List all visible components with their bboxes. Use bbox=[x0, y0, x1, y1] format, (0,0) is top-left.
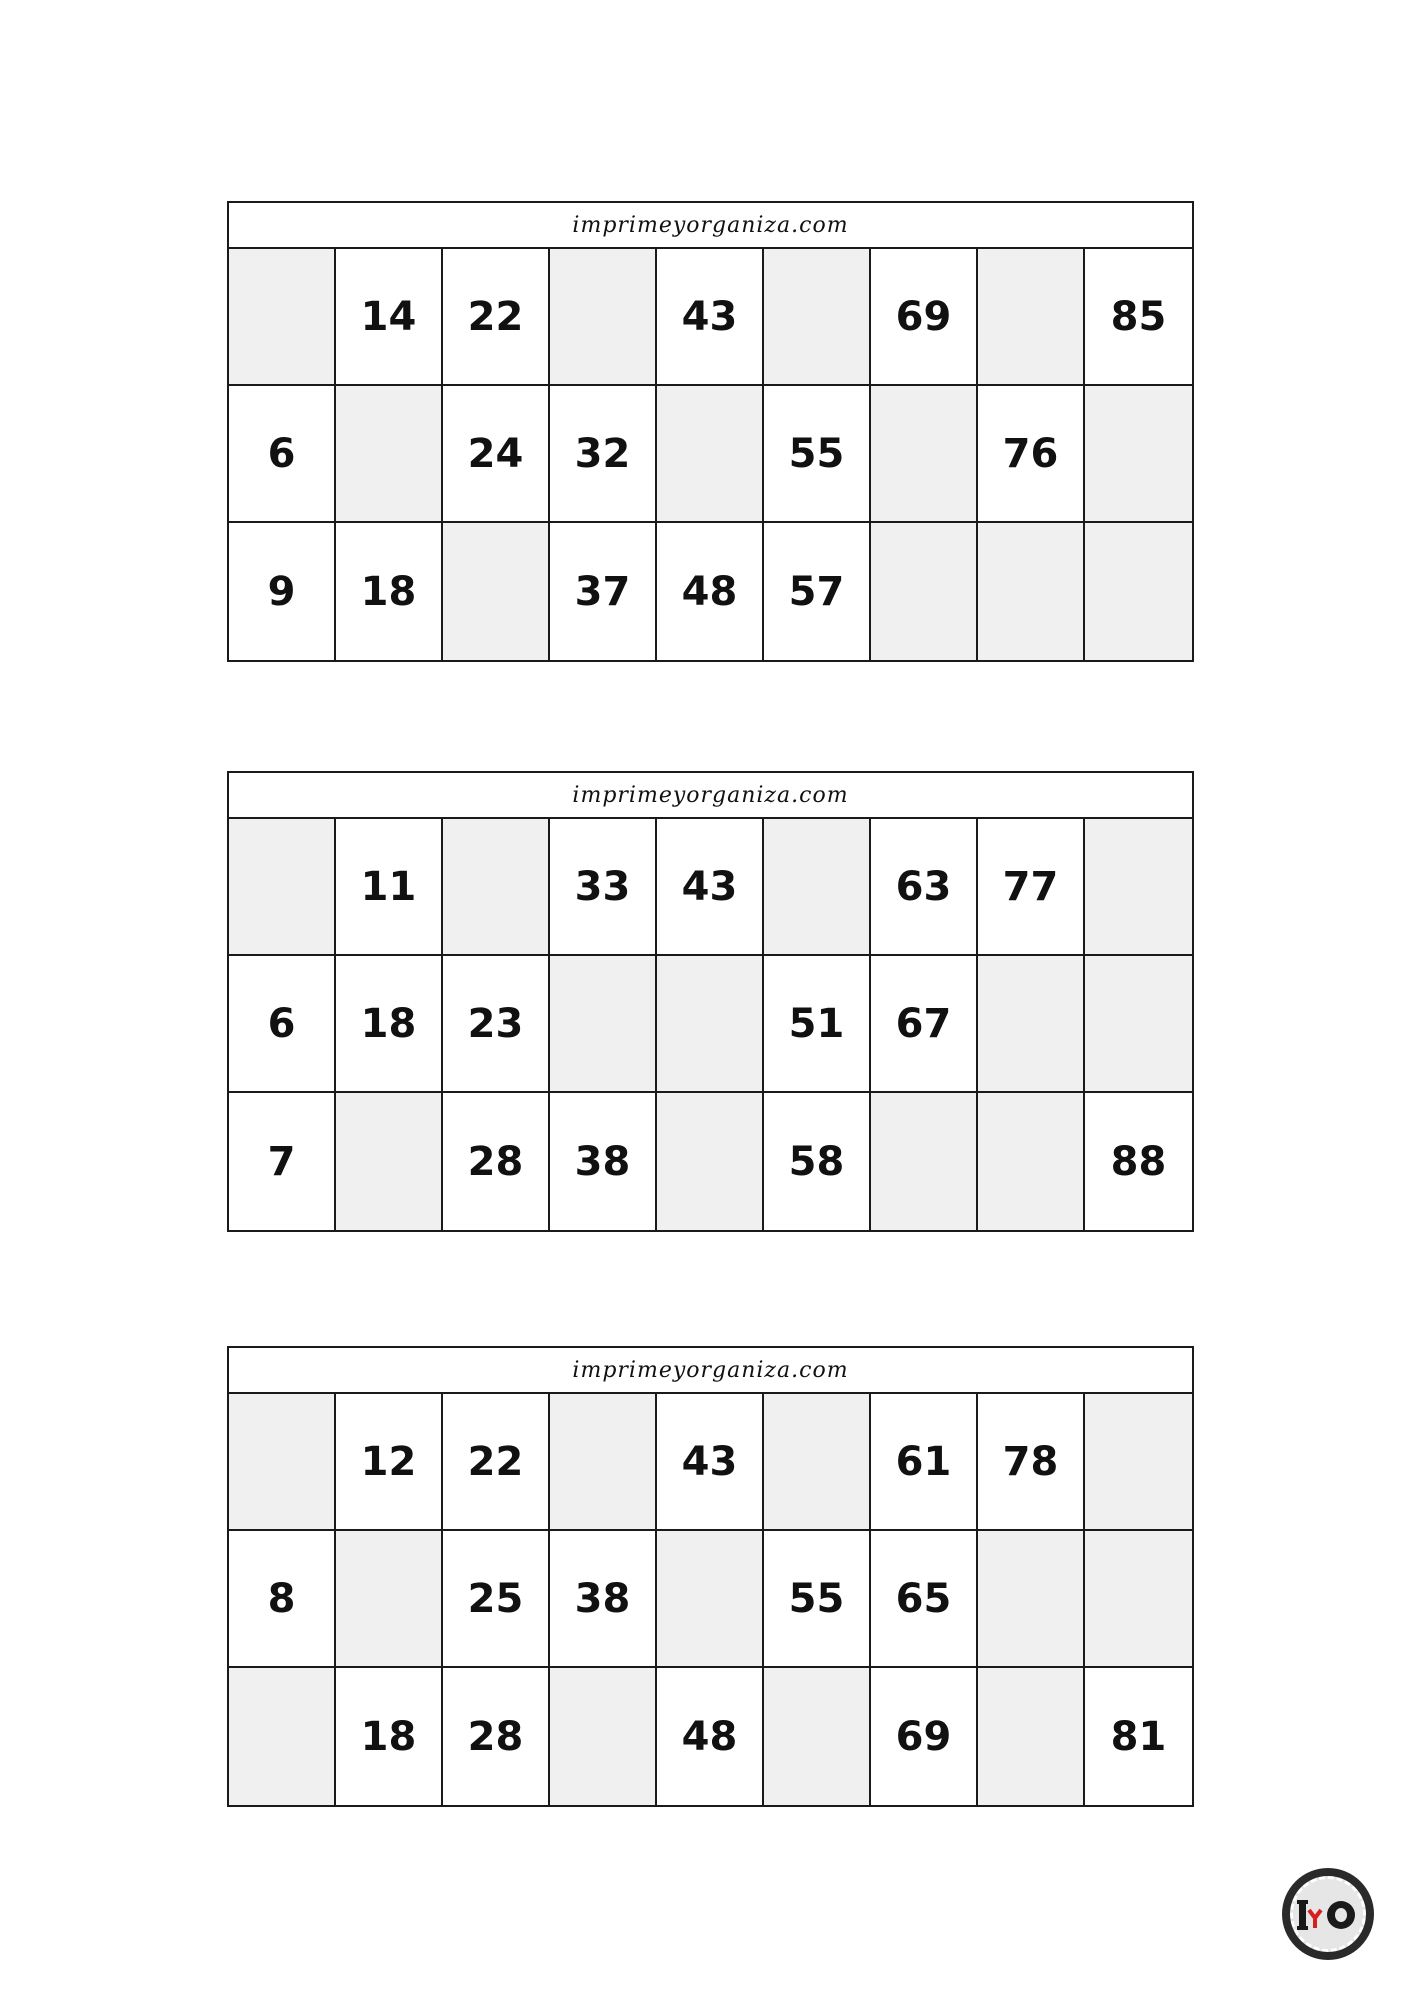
card-grid bbox=[229, 819, 1192, 1230]
number-cell: 85 bbox=[1085, 249, 1192, 386]
empty-cell bbox=[229, 819, 336, 956]
empty-cell bbox=[1085, 956, 1192, 1093]
number-cell: 43 bbox=[657, 1394, 764, 1531]
number-cell: 12 bbox=[336, 1394, 443, 1531]
empty-cell bbox=[336, 1093, 443, 1230]
number-cell: 6 bbox=[229, 956, 336, 1093]
empty-cell bbox=[871, 1093, 978, 1230]
number-cell: 77 bbox=[978, 819, 1085, 956]
empty-cell bbox=[229, 1394, 336, 1531]
card-header-website: imprimeyorganiza.com bbox=[229, 1348, 1192, 1394]
empty-cell bbox=[764, 1394, 871, 1531]
number-cell: 18 bbox=[336, 523, 443, 660]
empty-cell bbox=[229, 249, 336, 386]
number-cell: 48 bbox=[657, 523, 764, 660]
number-cell: 51 bbox=[764, 956, 871, 1093]
number-cell: 22 bbox=[443, 1394, 550, 1531]
number-cell: 38 bbox=[550, 1093, 657, 1230]
number-cell: 28 bbox=[443, 1668, 550, 1805]
empty-cell bbox=[1085, 1394, 1192, 1531]
empty-cell bbox=[1085, 1531, 1192, 1668]
number-cell: 32 bbox=[550, 386, 657, 523]
empty-cell bbox=[657, 1531, 764, 1668]
empty-cell bbox=[336, 1531, 443, 1668]
number-cell: 76 bbox=[978, 386, 1085, 523]
empty-cell bbox=[978, 1093, 1085, 1230]
empty-cell bbox=[550, 1394, 657, 1531]
number-cell: 78 bbox=[978, 1394, 1085, 1531]
number-cell: 48 bbox=[657, 1668, 764, 1805]
card-grid bbox=[229, 249, 1192, 660]
number-cell: 88 bbox=[1085, 1093, 1192, 1230]
empty-cell bbox=[1085, 386, 1192, 523]
empty-cell bbox=[978, 956, 1085, 1093]
empty-cell bbox=[978, 1668, 1085, 1805]
bingo-card-2 bbox=[227, 771, 1194, 1232]
number-cell: 69 bbox=[871, 249, 978, 386]
empty-cell bbox=[550, 1668, 657, 1805]
bingo-card-1 bbox=[227, 201, 1194, 662]
card-header-website: imprimeyorganiza.com bbox=[229, 203, 1192, 249]
iyo-logo bbox=[1282, 1868, 1374, 1960]
number-cell: 61 bbox=[871, 1394, 978, 1531]
number-cell: 28 bbox=[443, 1093, 550, 1230]
number-cell: 23 bbox=[443, 956, 550, 1093]
number-cell: 43 bbox=[657, 819, 764, 956]
empty-cell bbox=[871, 523, 978, 660]
number-cell: 67 bbox=[871, 956, 978, 1093]
bingo-card-3 bbox=[227, 1346, 1194, 1807]
number-cell: 69 bbox=[871, 1668, 978, 1805]
empty-cell bbox=[443, 819, 550, 956]
empty-cell bbox=[550, 249, 657, 386]
number-cell: 81 bbox=[1085, 1668, 1192, 1805]
empty-cell bbox=[550, 956, 657, 1093]
number-cell: 25 bbox=[443, 1531, 550, 1668]
number-cell: 63 bbox=[871, 819, 978, 956]
number-cell: 57 bbox=[764, 523, 871, 660]
empty-cell bbox=[978, 249, 1085, 386]
number-cell: 11 bbox=[336, 819, 443, 956]
number-cell: 33 bbox=[550, 819, 657, 956]
iyo-logo-badge bbox=[1290, 1876, 1366, 1952]
empty-cell bbox=[871, 386, 978, 523]
number-cell: 7 bbox=[229, 1093, 336, 1230]
empty-cell bbox=[764, 249, 871, 386]
number-cell: 24 bbox=[443, 386, 550, 523]
empty-cell bbox=[657, 1093, 764, 1230]
empty-cell bbox=[336, 386, 443, 523]
number-cell: 55 bbox=[764, 1531, 871, 1668]
card-header-website: imprimeyorganiza.com bbox=[229, 773, 1192, 819]
empty-cell bbox=[1085, 819, 1192, 956]
number-cell: 37 bbox=[550, 523, 657, 660]
number-cell: 14 bbox=[336, 249, 443, 386]
number-cell: 9 bbox=[229, 523, 336, 660]
empty-cell bbox=[978, 1531, 1085, 1668]
number-cell: 18 bbox=[336, 1668, 443, 1805]
empty-cell bbox=[443, 523, 550, 660]
iyo-logo-mark bbox=[1295, 1894, 1361, 1934]
empty-cell bbox=[657, 386, 764, 523]
card-grid bbox=[229, 1394, 1192, 1805]
number-cell: 65 bbox=[871, 1531, 978, 1668]
empty-cell bbox=[978, 523, 1085, 660]
number-cell: 55 bbox=[764, 386, 871, 523]
number-cell: 6 bbox=[229, 386, 336, 523]
number-cell: 43 bbox=[657, 249, 764, 386]
number-cell: 8 bbox=[229, 1531, 336, 1668]
empty-cell bbox=[657, 956, 764, 1093]
empty-cell bbox=[764, 819, 871, 956]
number-cell: 18 bbox=[336, 956, 443, 1093]
number-cell: 22 bbox=[443, 249, 550, 386]
empty-cell bbox=[764, 1668, 871, 1805]
empty-cell bbox=[1085, 523, 1192, 660]
empty-cell bbox=[229, 1668, 336, 1805]
number-cell: 58 bbox=[764, 1093, 871, 1230]
number-cell: 38 bbox=[550, 1531, 657, 1668]
